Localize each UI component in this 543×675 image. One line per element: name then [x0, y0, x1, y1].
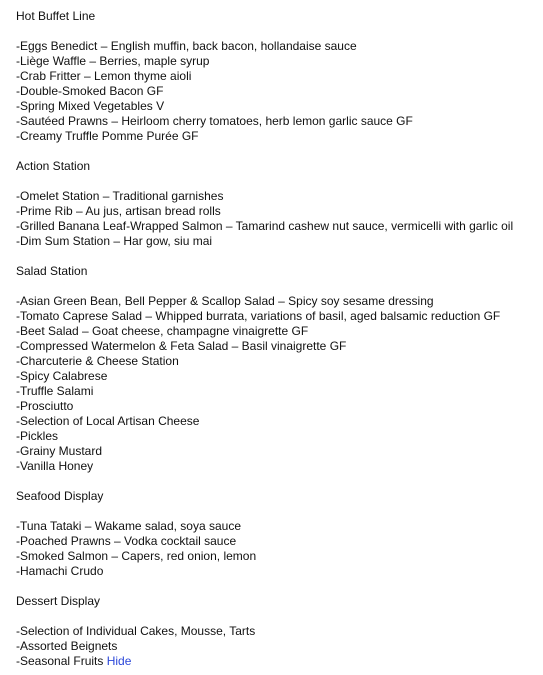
menu-item: -Assorted Beignets: [16, 639, 118, 653]
menu-list: [16, 294, 543, 474]
menu-item: -Spicy Calabrese: [16, 369, 108, 383]
menu-item: -Poached Prawns – Vodka cocktail sauce: [16, 534, 237, 548]
section-dessert-display: [16, 594, 543, 669]
menu-item: -Selection of Individual Cakes, Mousse, Tarts: [16, 624, 256, 638]
menu-list: [16, 189, 543, 249]
menu-item: -Creamy Truffle Pomme Purée GF: [16, 129, 199, 143]
menu-list: [16, 624, 543, 669]
menu-item: -Dim Sum Station – Har gow, siu mai: [16, 234, 213, 248]
menu-item-label: -Seasonal Fruits: [16, 654, 104, 668]
section-title: Salad Station: [16, 264, 88, 278]
section-hot-buffet-line: [16, 9, 543, 144]
section-title: Seafood Display: [16, 489, 104, 503]
menu-item: -Spring Mixed Vegetables V: [16, 99, 165, 113]
menu-item: -Truffle Salami: [16, 384, 94, 398]
menu-item: -Hamachi Crudo: [16, 564, 104, 578]
section-salad-station: [16, 264, 543, 474]
menu-item: -Prime Rib – Au jus, artisan bread rolls: [16, 204, 221, 218]
menu-item: -Grilled Banana Leaf-Wrapped Salmon – Tamarind cashew nut sauce, vermicelli with garlic oil: [16, 219, 514, 233]
section-title: Dessert Display: [16, 594, 101, 608]
menu-item: -Vanilla Honey: [16, 459, 94, 473]
menu-item: -Crab Fritter – Lemon thyme aioli: [16, 69, 192, 83]
hide-link[interactable]: Hide: [106, 654, 132, 668]
menu-item: -Asian Green Bean, Bell Pepper & Scallop Salad – Spicy soy sesame dressing: [16, 294, 434, 308]
section-seafood-display: [16, 489, 543, 579]
menu-item: -Liège Waffle – Berries, maple syrup: [16, 54, 210, 68]
menu-item: -Sautéed Prawns – Heirloom cherry tomatoes, herb lemon garlic sauce GF: [16, 114, 413, 128]
menu-item: -Compressed Watermelon & Feta Salad – Basil vinaigrette GF: [16, 339, 347, 353]
menu-item: -Omelet Station – Traditional garnishes: [16, 189, 224, 203]
menu-item: -Tuna Tataki – Wakame salad, soya sauce: [16, 519, 241, 533]
menu-item: -Pickles: [16, 429, 59, 443]
menu-item: -Selection of Local Artisan Cheese: [16, 414, 200, 428]
menu-list: [16, 519, 543, 579]
menu-item: -Double-Smoked Bacon GF: [16, 84, 164, 98]
menu-list: [16, 39, 543, 144]
menu-item: -Charcuterie & Cheese Station: [16, 354, 179, 368]
menu-item-with-toggle: [16, 654, 543, 669]
menu-item: -Tomato Caprese Salad – Whipped burrata, variations of basil, aged balsamic reduction GF: [16, 309, 501, 323]
menu-item: -Grainy Mustard: [16, 444, 103, 458]
menu-item: -Prosciutto: [16, 399, 74, 413]
menu-item: -Smoked Salmon – Capers, red onion, lemon: [16, 549, 257, 563]
section-title: Action Station: [16, 159, 91, 173]
section-title: Hot Buffet Line: [16, 9, 96, 23]
section-action-station: [16, 159, 543, 249]
menu-item: -Eggs Benedict – English muffin, back bacon, hollandaise sauce: [16, 39, 357, 53]
menu-item: -Beet Salad – Goat cheese, champagne vinaigrette GF: [16, 324, 309, 338]
